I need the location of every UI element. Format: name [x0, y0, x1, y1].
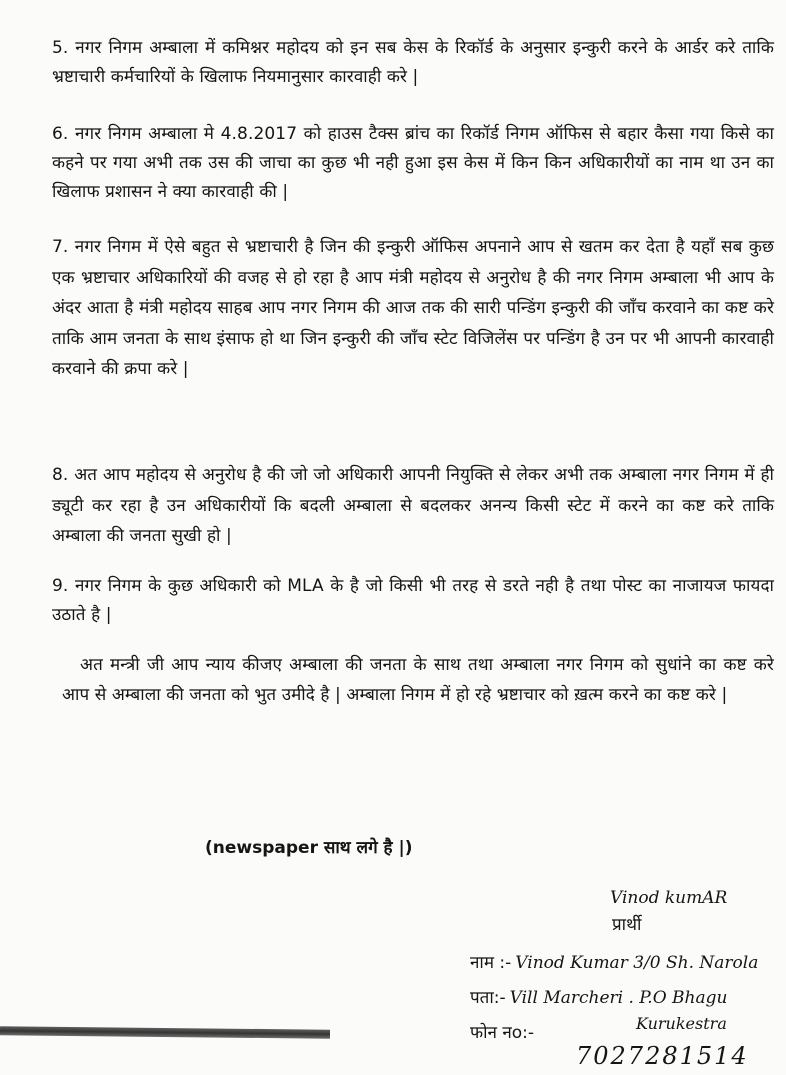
- phone-value: 7027281514: [576, 1042, 749, 1070]
- address-value: Vill Marcheri . P.O Bhagu: [509, 988, 728, 1008]
- address-line-2: Kurukestra: [636, 1014, 727, 1033]
- paragraph-8: 8. अत आप महोदय से अनुरोध है की जो जो अधिकारी आपनी नियुक्ति से लेकर अभी तक अम्बाला नगर निगम में ही ड्यूटी कर रहा है उन अधिकारीयों कि बदली अम्बाला से बदलकर अनन्य किसी स्टेट में करने का कष्ट करे ताकि अम्बाला की जनता सुखी हो |: [52, 465, 774, 546]
- name-value: Vinod Kumar 3/0 Sh. Narola: [515, 953, 759, 973]
- paragraph-7: 7. नगर निगम में ऐसे बहुत से भ्रष्टाचारी है जिन की इन्कुरी ऑफिस अपनाने आप से खतम कर देता है यहाँ सब कुछ एक भ्रष्टाचार अधिकारियों की वजह से हो रहा है आप मंत्री महोदय से अनुरोध है की नगर निगम अम्बाला भी आप के अंदर आता है मंत्री महोदय साहब आप नगर निगम की आज तक की सारी पन्डिंग इन्कुरी की जाँच करवाने का कष्ट करे ताकि आम जनता के साथ इंसाफ हो था जिन इन्कुरी की जाँच स्टेट विजिलेंस पर पन्डिंग है उन पर भी आपनी कारवाही करवाने की क्रपा करे |: [52, 237, 775, 379]
- newspaper-note: (newspaper साथ लगे है |): [205, 838, 413, 858]
- name-label: नाम :-: [470, 953, 512, 973]
- phone-field: [470, 1020, 538, 1043]
- applicant-label: प्रार्थी: [612, 915, 642, 935]
- scan-edge-mark: [0, 1026, 330, 1038]
- address-label: पता:-: [470, 988, 506, 1008]
- handwritten-signature: Vinod kumAR: [610, 888, 728, 908]
- name-field: [470, 950, 758, 973]
- closing-paragraph: अत मन्त्री जी आप न्याय कीजए अम्बाला की जनता के साथ तथा अम्बाला नगर निगम को सुधांने का कष्ट करे आप से अम्बाला की जनता को भुत उमीदे है | अम्बाला निगम में हो रहे भ्रष्टाचार को ख़त्म करने का कष्ट करे |: [62, 655, 774, 705]
- paragraph-9: 9. नगर निगम के कुछ अधिकारी को MLA के है जो किसी भी तरह से डरते नही है तथा पोस्ट का नाजायज फायदा उठाते है |: [52, 576, 774, 625]
- address-field: [470, 985, 727, 1008]
- phone-label: फोन नo:-: [470, 1023, 535, 1043]
- paragraph-6: 6. नगर निगम अम्बाला मे 4.8.2017 को हाउस टैक्स ब्रांच का रिकॉर्ड निगम ऑफिस से बहार कैसा गया किसे का कहने पर गया अभी तक उस की जाचा का कुछ भी नही हुआ इस केस में किन किन अधिकारीयों का नाम था उन का खिलाफ प्रशासन ने क्या कारवाही की |: [52, 124, 774, 202]
- paragraph-5: 5. नगर निगम अम्बाला में कमिश्नर महोदय को इन सब केस के रिकॉर्ड के अनुसार इन्कुरी करने के आर्डर करे ताकि भ्रष्टाचारी कर्मचारियों के खिलाफ नियमानुसार कारवाही करे |: [52, 38, 774, 87]
